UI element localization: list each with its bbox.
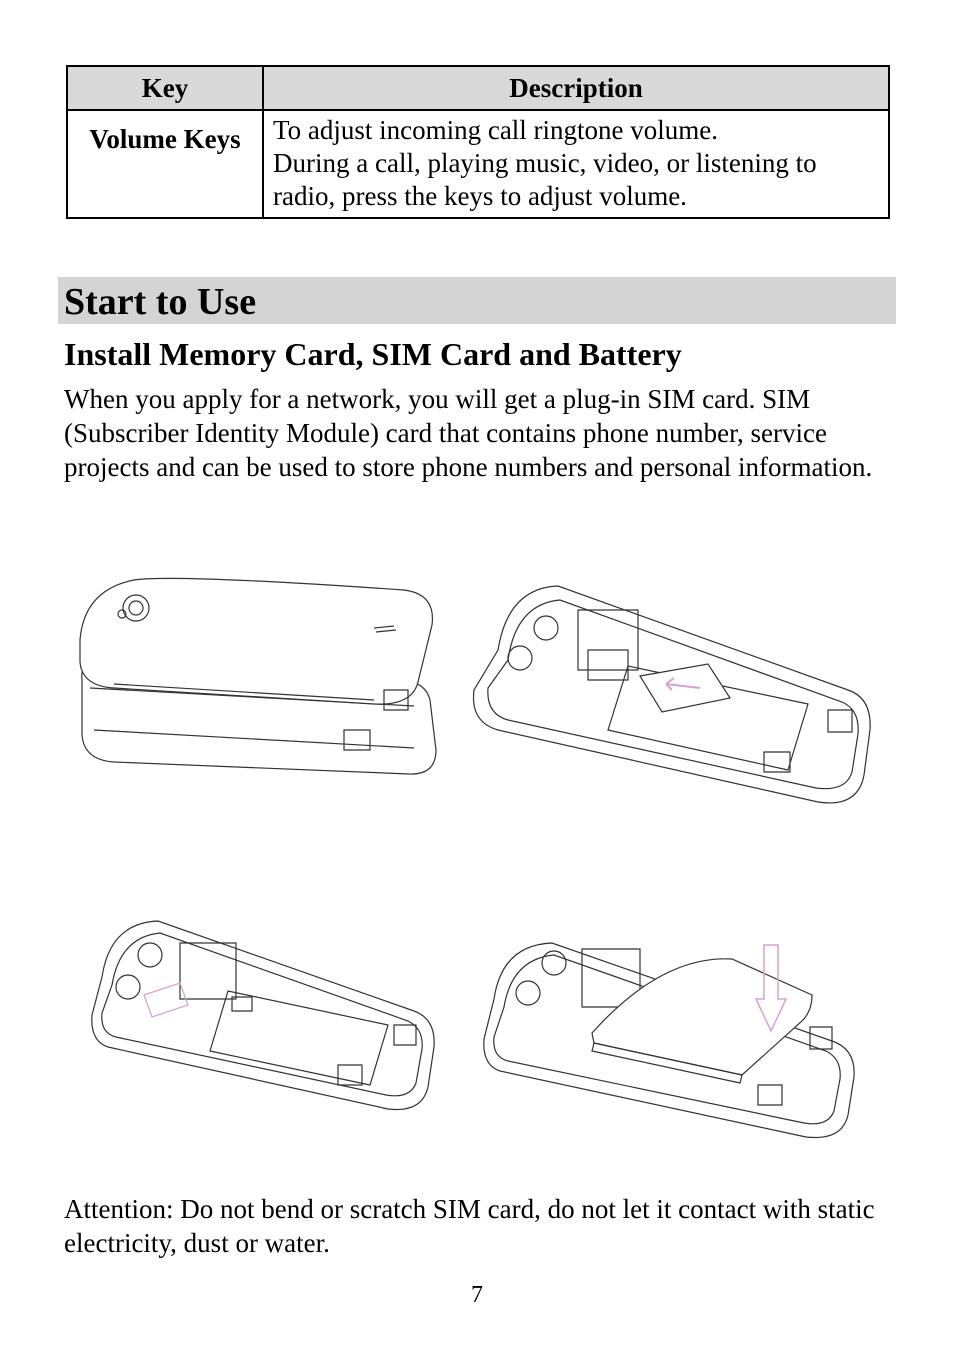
speaker-module-icon (116, 975, 140, 999)
connector-block (828, 710, 852, 732)
intro-paragraph: When you apply for a network, you will get a plug-in SIM card. SIM (Subscriber Identity Module) card that contains phone number, service projects and can be used to store phone numbers and personal information. (64, 384, 873, 482)
sim-card-insertion-illustration (468, 580, 878, 810)
header-description: Description (263, 66, 889, 110)
attention-note: Attention: Do not bend or scratch SIM card, do not let it contact with static electricity, dust or water. (64, 1194, 875, 1258)
connector-block (758, 1085, 782, 1105)
camera-module-icon (138, 943, 162, 967)
description-line: To adjust incoming call ringtone volume. (273, 115, 719, 145)
battery-compartment (210, 991, 388, 1085)
speaker-module-icon (508, 646, 532, 670)
battery-insertion-illustration (482, 915, 862, 1145)
connector-block (810, 1027, 832, 1049)
card-slot (588, 650, 628, 680)
key-description-table (66, 65, 890, 219)
table-row (67, 110, 889, 218)
speaker-module-icon (516, 981, 540, 1005)
connector-block (344, 730, 370, 750)
table-header-row (67, 66, 889, 110)
camera-module-icon (534, 616, 558, 640)
memory-card-shape (144, 983, 188, 1017)
description-line: During a call, playing music, video, or listening to (273, 148, 817, 178)
card-slot-area (578, 610, 638, 670)
page-number: 7 (471, 1282, 483, 1308)
description-line: radio, press the keys to adjust volume. (273, 181, 687, 211)
section-title: Start to Use (64, 281, 257, 323)
subsection-title: Install Memory Card, SIM Card and Battery (64, 336, 682, 372)
phone-back-cover-removal-illustration (74, 570, 444, 785)
key-name: Volume Keys (67, 110, 263, 218)
phone-frame-outline (92, 921, 434, 1110)
header-key: Key (67, 66, 263, 110)
connector-block (394, 1025, 416, 1045)
memory-card-insertion-illustration (88, 915, 438, 1115)
key-description (263, 110, 889, 218)
